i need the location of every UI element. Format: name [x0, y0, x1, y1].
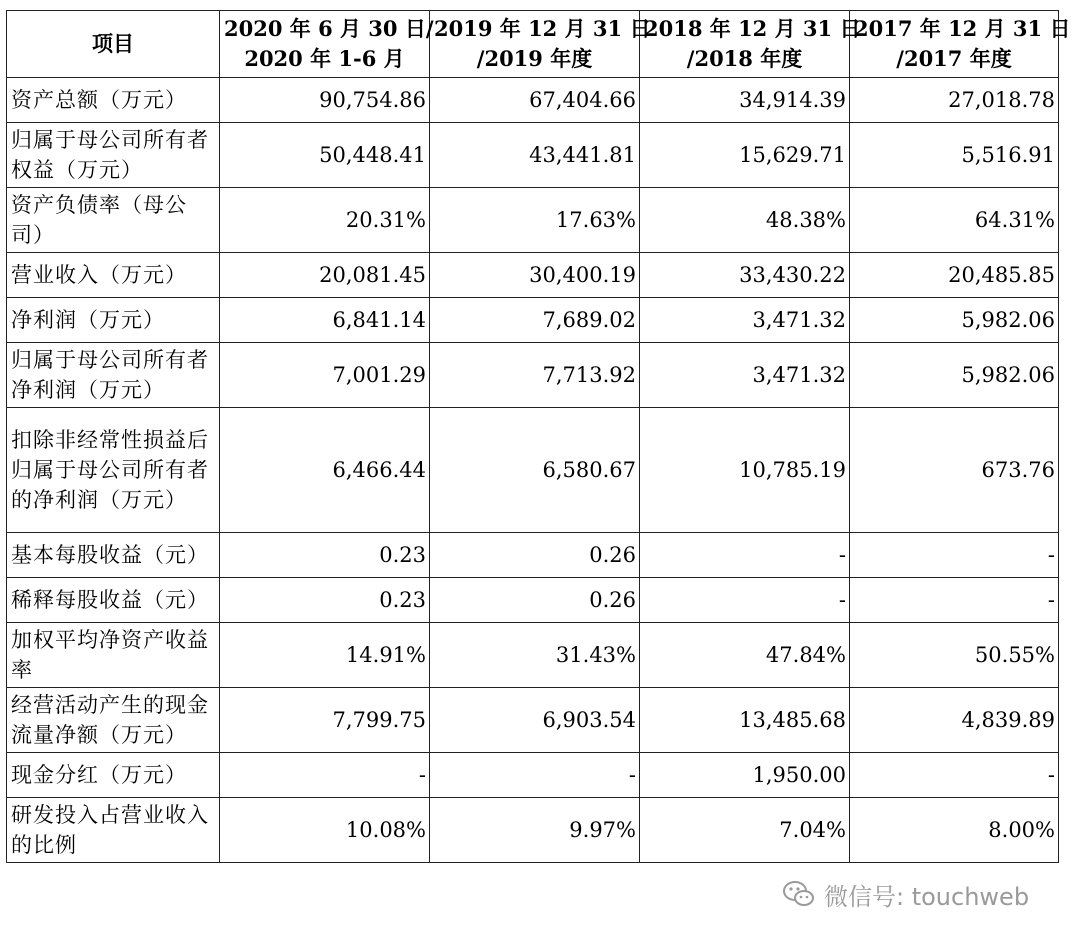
table-row — [7, 408, 1059, 533]
cell-value: 7,713.92 — [430, 343, 640, 408]
table-row — [7, 188, 1059, 253]
cell-value: 90,754.86 — [220, 78, 430, 123]
row-label: 归属于母公司所有者权益（万元） — [7, 123, 220, 188]
cell-value: 15,629.71 — [640, 123, 850, 188]
header-2020h1: 2020 年 6 月 30 日/ 2020 年 1-6 月 — [220, 11, 430, 78]
table-row — [7, 688, 1059, 753]
table-row — [7, 123, 1059, 188]
cell-value: 20.31% — [220, 188, 430, 253]
table-row — [7, 343, 1059, 408]
header-2019: 2019 年 12 月 31 日 /2019 年度 — [430, 11, 640, 78]
table-row — [7, 298, 1059, 343]
cell-value: 34,914.39 — [640, 78, 850, 123]
cell-value: 0.26 — [430, 578, 640, 623]
table-row — [7, 533, 1059, 578]
table-row — [7, 578, 1059, 623]
table-row — [7, 798, 1059, 863]
cell-value: 5,516.91 — [850, 123, 1059, 188]
cell-value: 14.91% — [220, 623, 430, 688]
row-label: 经营活动产生的现金流量净额（万元） — [7, 688, 220, 753]
cell-value: 17.63% — [430, 188, 640, 253]
cell-value: 7,689.02 — [430, 298, 640, 343]
cell-value: - — [850, 533, 1059, 578]
cell-value: 673.76 — [850, 408, 1059, 533]
table-row — [7, 253, 1059, 298]
cell-value: 20,081.45 — [220, 253, 430, 298]
cell-value: - — [220, 753, 430, 798]
cell-value: 27,018.78 — [850, 78, 1059, 123]
cell-value: - — [640, 578, 850, 623]
table-row — [7, 78, 1059, 123]
cell-value: 13,485.68 — [640, 688, 850, 753]
cell-value: 6,466.44 — [220, 408, 430, 533]
row-label: 营业收入（万元） — [7, 253, 220, 298]
cell-value: 48.38% — [640, 188, 850, 253]
wechat-icon — [782, 879, 816, 909]
cell-value: 6,580.67 — [430, 408, 640, 533]
header-row — [7, 11, 1059, 78]
cell-value: 0.26 — [430, 533, 640, 578]
header-2017: 2017 年 12 月 31 日 /2017 年度 — [850, 11, 1059, 78]
cell-value: 6,903.54 — [430, 688, 640, 753]
table-row — [7, 753, 1059, 798]
cell-value: 64.31% — [850, 188, 1059, 253]
cell-value: - — [850, 753, 1059, 798]
row-label: 扣除非经常性损益后归属于母公司所有者的净利润（万元） — [7, 408, 220, 533]
cell-value: 3,471.32 — [640, 298, 850, 343]
cell-value: 50.55% — [850, 623, 1059, 688]
cell-value: 5,982.06 — [850, 298, 1059, 343]
cell-value: 7,001.29 — [220, 343, 430, 408]
cell-value: 31.43% — [430, 623, 640, 688]
financial-summary-table — [6, 10, 1071, 863]
watermark — [782, 874, 1029, 914]
row-label: 资产总额（万元） — [7, 78, 220, 123]
cell-value: 33,430.22 — [640, 253, 850, 298]
cell-value: 0.23 — [220, 533, 430, 578]
cell-value: 47.84% — [640, 623, 850, 688]
cell-value: - — [850, 578, 1059, 623]
row-label: 基本每股收益（元） — [7, 533, 220, 578]
cell-value: 50,448.41 — [220, 123, 430, 188]
cell-value: 30,400.19 — [430, 253, 640, 298]
cell-value: 8.00% — [850, 798, 1059, 863]
table-row — [7, 623, 1059, 688]
row-label: 稀释每股收益（元） — [7, 578, 220, 623]
cell-value: 10,785.19 — [640, 408, 850, 533]
cell-value: 4,839.89 — [850, 688, 1059, 753]
cell-value: 20,485.85 — [850, 253, 1059, 298]
cell-value: 3,471.32 — [640, 343, 850, 408]
cell-value: 7,799.75 — [220, 688, 430, 753]
row-label: 归属于母公司所有者净利润（万元） — [7, 343, 220, 408]
row-label: 研发投入占营业收入的比例 — [7, 798, 220, 863]
cell-value: 9.97% — [430, 798, 640, 863]
row-label: 净利润（万元） — [7, 298, 220, 343]
cell-value: 5,982.06 — [850, 343, 1059, 408]
watermark-text: 微信号: touchweb — [824, 882, 1030, 911]
cell-value: 43,441.81 — [430, 123, 640, 188]
row-label: 加权平均净资产收益率 — [7, 623, 220, 688]
row-label: 资产负债率（母公司） — [7, 188, 220, 253]
cell-value: 1,950.00 — [640, 753, 850, 798]
header-item: 项目 — [7, 11, 220, 78]
header-2018: 2018 年 12 月 31 日 /2018 年度 — [640, 11, 850, 78]
cell-value: 6,841.14 — [220, 298, 430, 343]
cell-value: 7.04% — [640, 798, 850, 863]
cell-value: 67,404.66 — [430, 78, 640, 123]
row-label: 现金分红（万元） — [7, 753, 220, 798]
cell-value: 0.23 — [220, 578, 430, 623]
cell-value: - — [430, 753, 640, 798]
cell-value: 10.08% — [220, 798, 430, 863]
cell-value: - — [640, 533, 850, 578]
